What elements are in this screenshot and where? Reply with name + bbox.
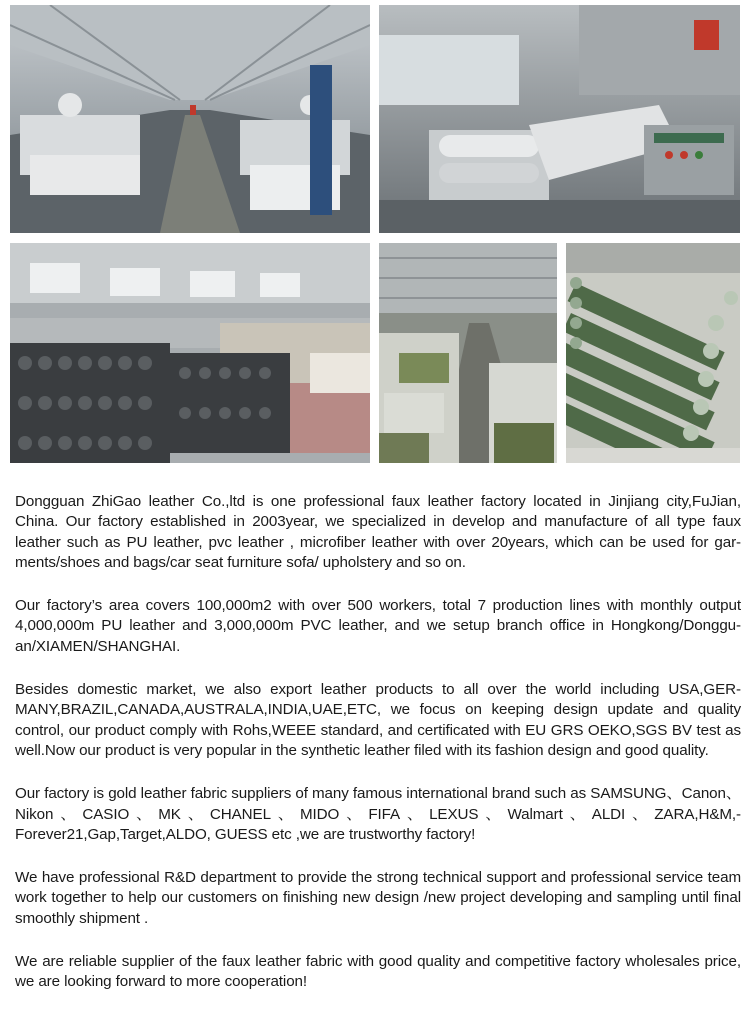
company-description bbox=[15, 492, 741, 1016]
green-leather-rolls-photo bbox=[566, 243, 740, 463]
warehouse-rolls-photo bbox=[10, 243, 370, 463]
factory-production-line-photo bbox=[10, 5, 370, 233]
rnd-paragraph: We have professional R&D department to provide the strong technical support and professional service team work together to help our customers on finishing new design /new project developing and sampling until final smoothly shipment . bbox=[15, 869, 741, 927]
warehouse-aisle-photo bbox=[379, 243, 557, 463]
coating-machine-photo bbox=[379, 5, 740, 233]
factory-scale-paragraph: Our factory’s area covers 100,000m2 with over 500 workers, total 7 production lines with monthly output 4,000,000m PU leather and 3,000,000m PVC leather, and we setup branch office in Hongkong/Donggu-an/XIAMEN/SHANGHAI. bbox=[15, 597, 741, 655]
brand-clients-paragraph: Our factory is gold leather fabric suppliers of many famous international brand such as SAMSUNG、Canon、Nikon、CASIO、MK、CHANEL、MIDO、FIFA、LEXUS、Walmart、ALDI、ZARA,H&M,-Forever21,Gap,Target,ALDO, GUESS etc ,we are trustworthy factory! bbox=[15, 785, 741, 843]
intro-paragraph: Dongguan ZhiGao leather Co.,ltd is one professional faux leather factory located in Jinjiang city,FuJian, China. Our factory established in 2003year, we specialized in develop and manufacture of all type faux leather such as PU leather, pvc leather , microfiber leather with over 20years, which can be used for gar-ments/shoes and bags/car seat furniture sofa/ upholstery and so on. bbox=[15, 493, 741, 571]
closing-paragraph: We are reliable supplier of the faux leather fabric with good quality and competitive factory wholesales price, we are looking forward to more cooperation! bbox=[15, 953, 741, 991]
export-markets-paragraph: Besides domestic market, we also export leather products to all over the world including USA,GER-MANY,BRAZIL,CANADA,AUSTRALA,INDIA,UAE,ETC, we focus on keeping design update and quality control, our product comply with Rohs,WEEE standard, and certificated with EU GRS OEKO,SGS BV test as well.Now our product is very popular in the synthetic leather filed with its fashion design and good quality. bbox=[15, 681, 741, 759]
